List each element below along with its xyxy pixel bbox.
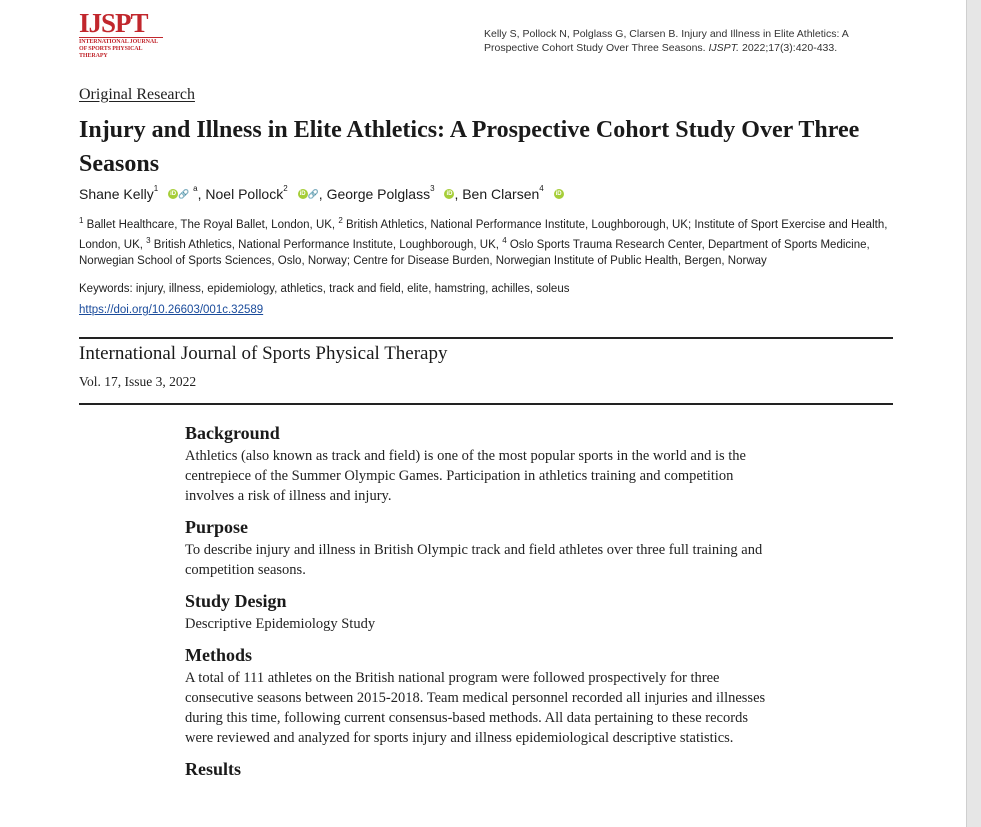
orcid-icon[interactable]: iD: [170, 191, 177, 198]
affiliation-number: 2: [338, 216, 343, 225]
link-icon[interactable]: 🔗: [307, 188, 319, 199]
author-affiliation-number: 3: [430, 184, 435, 193]
link-icon[interactable]: 🔗: [178, 188, 190, 199]
doi-link[interactable]: https://doi.org/10.26603/001c.32589: [79, 304, 264, 316]
section-text-background: Athletics (also known as track and field) is one of the most popular sports in the world and is the centrepiece of the Summer Olympic Games. Participation in athletics training and competition involves a risk of illness and injury.: [185, 448, 746, 504]
author-name: Noel Pollock: [205, 186, 284, 202]
section-heading-background: Background: [185, 423, 280, 443]
author-name: George Polglass: [326, 186, 431, 202]
section-heading-purpose: Purpose: [185, 517, 248, 537]
article-title: Injury and Illness in Elite Athletics: A Prospective Cohort Study Over Three Seasons: [79, 117, 860, 177]
affiliation-2: British Athletics, National Performance Institute, Loughborough, UK; Institute of Sport Exercise and Health, London, UK,: [79, 218, 888, 251]
abstract: [185, 420, 775, 782]
affiliation-4: Oslo Sports Trauma Research Center, Department of Sports Medicine, Norwegian School of Sports Sciences, Oslo, Norway; Centre for Disease Burden, Norwegian Institute of Public Health, Bergen, Norway: [79, 238, 870, 267]
affiliation-number: 4: [502, 235, 507, 245]
section-heading-results: Results: [185, 759, 242, 779]
author-corresponding-mark: a: [193, 184, 198, 193]
journal-name: International Journal of Sports Physical Therapy: [79, 343, 448, 364]
affiliations: [79, 213, 894, 269]
affiliation-1: Ballet Healthcare, The Royal Ballet, London, UK,: [86, 218, 336, 231]
author-list: Shane Kelly$^1$ iD 🔗 $^a$, Noel Pollock$^2$ iD 🔗, George Polglass$^3$ iD , Ben Clarsen$^4$ iD: [79, 184, 562, 202]
author-affiliation-number: 1: [153, 184, 159, 193]
citation-header: [484, 27, 854, 55]
orcid-icon[interactable]: iD: [299, 191, 306, 198]
keywords: Keywords: injury, illness, epidemiology, athletics, track and field, elite, hamstring, achilles, soleus: [79, 283, 570, 295]
affiliation-number: 3: [146, 235, 151, 245]
section-heading-study-design: Study Design: [185, 591, 287, 611]
author-affiliation-number: 2: [283, 184, 288, 193]
section-text-study-design: Descriptive Epidemiology Study: [185, 616, 376, 632]
divider-top: [79, 337, 893, 339]
section-text-purpose: To describe injury and illness in British Olympic track and field athletes over three full training and competition seasons.: [185, 542, 763, 578]
divider-bottom: [79, 403, 893, 405]
affiliation-number: 1: [79, 216, 84, 225]
logo-sub-text: INTERNATIONAL JOURNAL OF SPORTS PHYSICAL THERAPY: [79, 37, 163, 60]
journal-logo: [79, 10, 163, 60]
page-scroll-edge: [966, 0, 981, 827]
section-heading-methods: Methods: [185, 645, 252, 665]
volume-info: Vol. 17, Issue 3, 2022: [79, 374, 197, 389]
citation-journal: IJSPT.: [708, 42, 740, 54]
citation-details: 2022;17(3):420-433.: [741, 42, 838, 54]
orcid-icon[interactable]: iD: [446, 191, 453, 198]
orcid-icon[interactable]: iD: [555, 191, 562, 198]
citation-text: Kelly S, Pollock N, Polglass G, Clarsen B. Injury and Illness in Elite Athletics: A Prospective Cohort Study Over Three Seasons.: [484, 28, 849, 54]
affiliation-3: British Athletics, National Performance Institute, Loughborough, UK,: [153, 238, 499, 251]
author-name: Shane Kelly: [79, 186, 154, 202]
section-text-methods: A total of 111 athletes on the British national program were followed prospectively for three consecutive seasons between 2015-2018. Team medical personnel recorded all injuries and illnesses during this time, following current consensus-based methods. All data pertaining to these records were reviewed and analyzed for sports injury and illness epidemiological descriptive statistics.: [185, 670, 766, 746]
author-affiliation-number: 4: [539, 184, 544, 193]
author-name: Ben Clarsen: [462, 186, 540, 202]
article-type: Original Research: [79, 86, 195, 103]
logo-main-text: IJSPT: [79, 8, 148, 38]
